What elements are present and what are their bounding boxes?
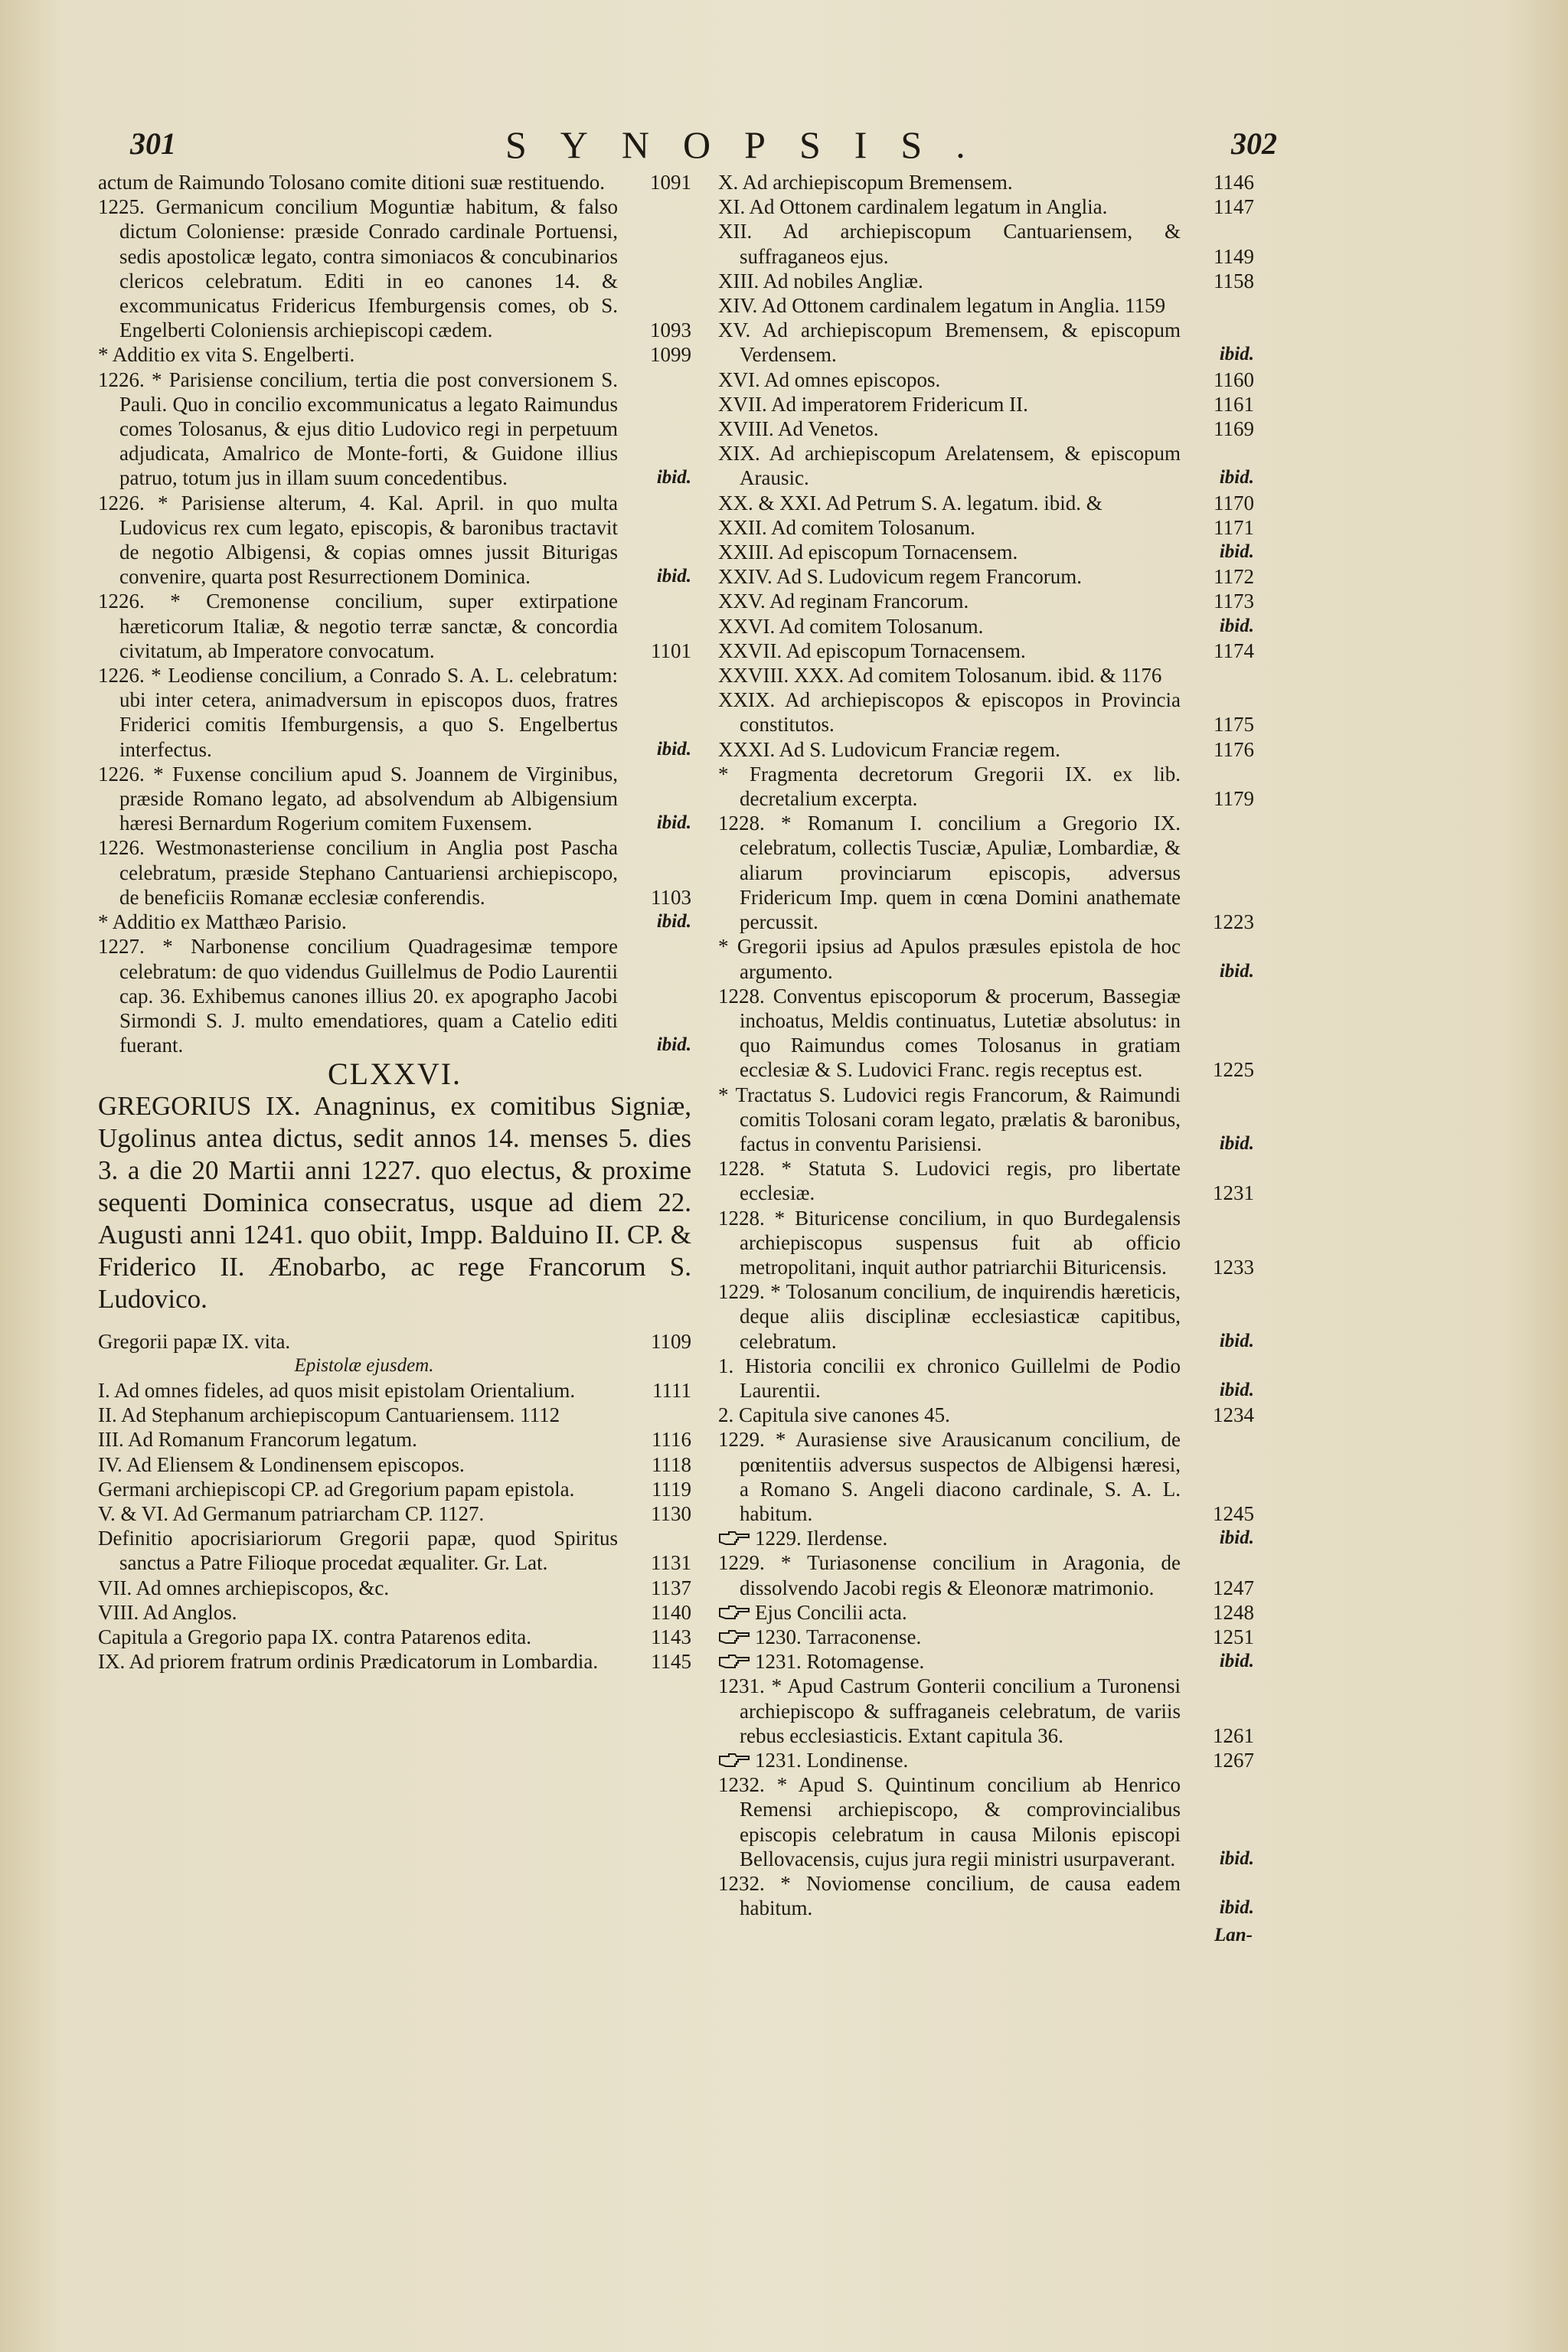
letter-entry-text: III. Ad Romanum Francorum legatum. — [98, 1428, 417, 1452]
letter-entry-page: ibid. — [1219, 344, 1254, 365]
letter-entry — [718, 589, 1254, 613]
letter-entry — [718, 688, 1254, 737]
left-column — [98, 170, 691, 1674]
pope-intro: GREGORIUS IX. Anagninus, ex comitibus Signiæ, Ugolinus antea dictus, sedit annos 14. menses 5. dies 3. a die 20 Martii anni 1227. quo electus, & proxime sequenti Dominica consecratus, usque ad diem 22. Augusti anni 1241. quo obiit, Impp. Balduino II. CP. & Friderico II. Ænobarbo, ac rege Francorum S. Ludovico. — [98, 1090, 691, 1314]
council-entry-page: ibid. — [1219, 1897, 1254, 1919]
council-entry-text: 1228. * Statuta S. Ludovici regis, pro libertate ecclesiæ. — [718, 1157, 1181, 1205]
letter-entry-page: 1111 — [652, 1378, 691, 1402]
letter-entry-page: 1173 — [1214, 590, 1254, 613]
letter-entry-page: 1137 — [651, 1576, 691, 1599]
council-entry-text: * Tractatus S. Ludovici regis Francorum, & Raimundi comitis Tolosani coram legato, prælatis & baronibus, factus in conventu Parisiensi. — [718, 1083, 1181, 1155]
council-entry-page: 1231 — [1213, 1181, 1254, 1205]
letter-entry-text: I. Ad omnes fideles, ad quos misit epistolam Orientalium. — [98, 1378, 576, 1402]
letter-entry — [718, 540, 1254, 564]
vita-text: Gregorii papæ IX. vita. — [98, 1329, 291, 1353]
letter-entry — [718, 269, 1254, 293]
letter-entry-text: XII. Ad archiepiscopum Cantuariensem, & suffraganeos ejus. — [718, 220, 1181, 268]
letter-entry — [98, 1649, 691, 1674]
letter-entry-text: * Fragmenta decretorum Gregorii IX. ex lib. decretalium excerpta. — [718, 762, 1181, 811]
letter-entry-page: 1169 — [1214, 417, 1254, 441]
letter-entry-text: Definitio apocrisiariorum Gregorii papæ, quod Spiritus sanctus a Patre Filioque procedat æqualiter. Gr. Lat. — [98, 1527, 618, 1575]
letter-entry-page: 1174 — [1214, 639, 1254, 662]
council-entry-page: ibid. — [656, 566, 691, 587]
right-councils-list — [718, 811, 1254, 1920]
council-entry-text: 1229. * Turiasonense concilium in Aragonia, de dissolvendo Jacobi regis & Eleonoræ matrimonio. — [718, 1551, 1181, 1599]
letter-entry-text: X. Ad archiepiscopum Bremensem. — [718, 171, 1013, 194]
council-entry-text: 1228. Conventus episcoporum & procerum, Bassegiæ inchoatus, Meldis continuatus, Lutetiæ absolutus: in quo Raimundus comes Tolosanus in gratiam ecclesiæ & S. Ludovici Franc. regis receptus est. — [718, 984, 1181, 1082]
council-entry-text: 1. Historia concilii ex chronico Guillelmi de Podio Laurentii. — [718, 1354, 1181, 1402]
council-entry-page: 1261 — [1213, 1723, 1254, 1747]
council-entry-text: 1228. * Bituricense concilium, in quo Burdegalensis archiepiscopus suspensus fuit ab officio metropolitani, inquit author patriarchii Bituricensis. — [718, 1206, 1181, 1279]
council-entry-page: ibid. — [656, 467, 691, 488]
letter-entry — [98, 1625, 691, 1649]
letter-entry-text: XX. & XXI. Ad Petrum S. A. legatum. ibid. & — [718, 491, 1102, 514]
letter-entry-page: 1179 — [1214, 787, 1254, 811]
letter-entry-page: 1145 — [651, 1650, 691, 1674]
hand-icon — [718, 1628, 750, 1645]
council-entry-text: 1231. Londinense. — [755, 1749, 909, 1772]
section-heading: CLXXVI. — [327, 1057, 462, 1092]
council-entry — [98, 194, 691, 342]
letter-entry — [718, 614, 1254, 639]
council-entry-text: 1226. * Leodiense concilium, a Conrado S. A. L. celebratum: ubi inter cetera, animadversum in episcopos duos, fratres Friderici comitis Ifemburgensis, a quo S. Engelbertus interfectus. — [98, 664, 618, 761]
letter-entry-text: XXV. Ad reginam Francorum. — [718, 590, 969, 613]
council-entry-page: 1093 — [650, 318, 691, 342]
letter-entry-text: XXIV. Ad S. Ludovicum regem Francorum. — [718, 565, 1082, 589]
letter-entry — [98, 1427, 691, 1452]
vita-entry — [98, 1329, 691, 1354]
letter-entry-page: 1172 — [1214, 565, 1254, 589]
letter-entry — [98, 1477, 691, 1501]
council-entry — [718, 1748, 1254, 1772]
letter-entry-page: 1130 — [651, 1501, 691, 1525]
council-entry-page: ibid. — [1219, 1527, 1254, 1549]
council-entry — [98, 342, 691, 367]
letter-entry-text: XV. Ad archiepiscopum Bremensem, & episcopum Verdensem. — [718, 318, 1181, 367]
council-entry — [718, 1600, 1254, 1625]
council-entry — [718, 1550, 1254, 1599]
letter-entry — [718, 219, 1254, 268]
council-entry — [98, 835, 691, 910]
letter-entry-text: Capitula a Gregorio papa IX. contra Patarenos edita. — [98, 1625, 532, 1648]
council-entry-text: 1226. Westmonasteriense concilium in Anglia post Pascha celebratum, præside Stephano Cantuariensi archiepiscopo, de beneficiis Romanæ ecclesiæ conferendis. — [98, 836, 618, 909]
letter-entry — [98, 1452, 691, 1477]
letter-entry — [718, 416, 1254, 441]
council-entry — [718, 1625, 1254, 1649]
letter-entry — [98, 1576, 691, 1600]
letter-entry-text: XVII. Ad imperatorem Fridericum II. — [718, 392, 1028, 416]
hand-icon — [718, 1530, 750, 1547]
council-entry-page: 1091 — [650, 171, 691, 194]
letter-entry-text: XXIII. Ad episcopum Tornacensem. — [718, 541, 1018, 564]
council-entry-text: 1226. * Cremonense concilium, super extirpatione hæreticorum Italiæ, & negotio terræ sanctæ, & concordia civitatum, ab Imperatore convocatum. — [98, 590, 618, 662]
right-page-number: 302 — [1231, 126, 1277, 161]
council-entry-text: 1229. * Tolosanum concilium, de inquirendis hæreticis, deque aliis disciplinæ ecclesiasticæ capitibus, celebratum. — [718, 1280, 1181, 1353]
hand-icon — [718, 1752, 750, 1769]
letter-entry-page: 1149 — [1214, 244, 1254, 268]
council-entry — [718, 1772, 1254, 1871]
letter-entry — [98, 1403, 691, 1427]
letter-entry-text: XIV. Ad Ottonem cardinalem legatum in Anglia. 1159 — [718, 294, 1166, 318]
letter-entry — [718, 491, 1254, 515]
left-letters-list — [98, 1378, 691, 1674]
council-entry — [718, 1526, 1254, 1550]
council-entry — [718, 1083, 1254, 1157]
letter-entry-text: XVIII. Ad Venetos. — [718, 417, 879, 441]
council-entry-page: 1247 — [1213, 1576, 1254, 1599]
letter-entry — [718, 762, 1254, 811]
council-entry-text: 1232. * Noviomense concilium, de causa eadem habitum. — [718, 1872, 1181, 1920]
council-entry — [718, 811, 1254, 934]
letter-entry — [718, 318, 1254, 367]
letter-entry-text: XIII. Ad nobiles Angliæ. — [718, 269, 923, 292]
council-entry-text: actum de Raimundo Tolosano comite ditioni suæ restituendo. — [98, 171, 606, 194]
letter-entry-page: 1176 — [1214, 737, 1254, 761]
letter-entry-page: 1170 — [1214, 491, 1254, 514]
council-entry — [98, 934, 691, 1057]
council-entry-page: 1223 — [1213, 910, 1254, 934]
letter-entry — [98, 1600, 691, 1625]
letter-entry-page: 1116 — [652, 1428, 691, 1452]
council-entry-page: 1225 — [1213, 1058, 1254, 1082]
right-letters-list — [718, 170, 1254, 811]
council-entry-page: 1245 — [1213, 1501, 1254, 1525]
letter-entry — [718, 293, 1254, 318]
letter-entry-text: XXXI. Ad S. Ludovicum Franciæ regem. — [718, 737, 1060, 761]
letter-entry — [98, 1526, 691, 1575]
council-entry-text: 1228. * Romanum I. concilium a Gregorio IX. celebratum, collectis Tusciæ, Apuliæ, Lombardiæ, & aliarum provinciarum episcopis, adversus Fridericum Imp. quem in cœna Domini anathemate percussit. — [718, 812, 1181, 934]
council-entry — [718, 1279, 1254, 1354]
letter-entry-page: 1161 — [1214, 392, 1254, 416]
letter-entry — [718, 639, 1254, 663]
council-entry-page: ibid. — [1219, 1847, 1254, 1869]
council-entry-page: 1234 — [1213, 1403, 1254, 1427]
council-entry-text: 1225. Germanicum concilium Moguntiæ habitum, & falso dictum Coloniense: præside Conrado cardinale Portuensi, sedis apostolicæ legato, contra simoniacos & concubinarios clericos celebratum. Editi in eo canones 14. & excommunicatus Fridericus Ifemburgensis comes, ob S. Engelberti Coloniensis archiepiscopi cædem. — [98, 195, 618, 342]
council-entry-text: * Additio ex vita S. Engelberti. — [98, 343, 355, 367]
council-entry-page: 1248 — [1213, 1600, 1254, 1624]
council-entry-text: 1231. Rotomagense. — [755, 1650, 925, 1674]
council-entry-text: 1226. * Parisiense alterum, 4. Kal. April. in quo multa Ludovicus rex cum legato, episcopis, & baronibus tractavit de negotio Albigensi, & copias omnes jussit Biturigas convenire, quarta post Resurrectionem Dominica. — [98, 491, 618, 589]
council-entry-text: 1231. * Apud Castrum Gonterii concilium a Turonensi archiepiscopo & suffraganeis celebratum, de variis rebus ecclesiasticis. Extant capitula 36. — [718, 1674, 1181, 1747]
letter-entry-page: ibid. — [1219, 467, 1254, 488]
council-entry — [98, 170, 691, 194]
council-entry-page: 1099 — [650, 343, 691, 367]
letter-entry-text: IX. Ad priorem fratrum ordinis Prædicatorum in Lombardia. — [98, 1650, 599, 1674]
council-entry-page: 1233 — [1213, 1255, 1254, 1279]
letter-entry-page: ibid. — [1219, 541, 1254, 563]
council-entry-page: 1103 — [651, 885, 691, 909]
council-entry-text: Ejus Concilii acta. — [755, 1600, 907, 1624]
council-entry-text: 1229. Ilerdense. — [755, 1527, 888, 1550]
letter-entry-text: VII. Ad omnes archiepiscopos, &c. — [98, 1576, 390, 1599]
vita-page: 1109 — [651, 1329, 691, 1353]
council-entry — [718, 984, 1254, 1083]
council-entry — [718, 1649, 1254, 1674]
council-entry-page: ibid. — [1219, 1330, 1254, 1351]
council-entry-text: 1229. * Aurasiense sive Arausicanum concilium, de pœnitentiis adversus suspectos de Albigensi hæresi, a Romano S. Angeli diacono cardinale, S. A. L. habitum. — [718, 1428, 1181, 1525]
council-entry — [98, 368, 691, 491]
council-entry — [98, 910, 691, 934]
letter-entry-text: XXVI. Ad comitem Tolosanum. — [718, 614, 984, 638]
council-entry — [98, 762, 691, 836]
letter-entry-text: XXVII. Ad episcopum Tornacensem. — [718, 639, 1026, 662]
letter-entry-page: 1147 — [1214, 195, 1254, 219]
letter-entry-text: V. & VI. Ad Germanum patriarcham CP. 1127. — [98, 1501, 485, 1525]
council-entry-page: ibid. — [656, 812, 691, 834]
council-entry-text: 1226. * Parisiense concilium, tertia die post conversionem S. Pauli. Quo in concilio excommunicatus a legato Raimundus comes Tolosanus, & ejus ditio Ludovico regi in perpetuum adjudicata, Amalrico de Monte-forti, & Guidone illius patruo, totum jus in illam suum concedentibus. — [98, 368, 618, 490]
running-title: SYNOPSIS. — [505, 123, 999, 166]
letter-entry-text: II. Ad Stephanum archiepiscopum Cantuariensem. 1112 — [98, 1403, 560, 1427]
letter-entry — [718, 564, 1254, 589]
letter-entry-page: 1143 — [651, 1625, 691, 1648]
letter-entry — [718, 170, 1254, 194]
council-entry-text: 1232. * Apud S. Quintinum concilium ab Henrico Remensi archiepiscopo, & comprovincialibus episcopis celebratum in causa Milonis episcopi Bellovacensis, cujus jura regii ministri usurpaverant. — [718, 1773, 1181, 1870]
letter-entry — [718, 368, 1254, 392]
council-entry — [718, 1354, 1254, 1403]
left-entries-list — [98, 170, 691, 1057]
letter-entry-text: XI. Ad Ottonem cardinalem legatum in Anglia. — [718, 195, 1108, 219]
letter-entry-text: XXVIII. XXX. Ad comitem Tolosanum. ibid. & 1176 — [718, 664, 1162, 688]
right-column — [718, 170, 1254, 1949]
page-header — [0, 122, 1568, 176]
letter-entry-page: 1171 — [1214, 515, 1254, 539]
letter-entry — [98, 1378, 691, 1403]
letter-entry-text: IV. Ad Eliensem & Londinensem episcopos. — [98, 1452, 465, 1476]
letter-entry — [718, 194, 1254, 219]
council-entry-page: ibid. — [656, 911, 691, 933]
letter-entry-text: XXII. Ad comitem Tolosanum. — [718, 515, 975, 539]
council-entry-text: * Gregorii ipsius ad Apulos præsules epistola de hoc argumento. — [718, 935, 1181, 983]
hand-icon — [718, 1604, 750, 1621]
council-entry — [98, 491, 691, 590]
letter-entry-page: 1118 — [652, 1452, 691, 1476]
left-page-number: 301 — [130, 126, 176, 161]
letter-entry-text: XIX. Ad archiepiscopum Arelatensem, & episcopum Arausic. — [718, 442, 1181, 490]
letter-entry — [718, 663, 1254, 688]
letter-entry — [718, 392, 1254, 416]
letter-entry-text: VIII. Ad Anglos. — [98, 1600, 237, 1624]
council-entry — [718, 1871, 1254, 1920]
council-entry-page: ibid. — [1219, 1132, 1254, 1154]
council-entry — [718, 934, 1254, 983]
council-entry-text: 1226. * Fuxense concilium apud S. Joannem de Virginibus, præside Romano legato, ad absolvendum ab Albigensium hæresi Bernardum Rogerium comitem Fuxensem. — [98, 762, 618, 835]
letter-entry-page: 1146 — [1214, 171, 1254, 194]
letter-entry-page: ibid. — [1219, 615, 1254, 636]
letter-entry — [718, 737, 1254, 762]
letter-entry-text: XXIX. Ad archiepiscopos & episcopos in Provincia constitutos. — [718, 688, 1181, 737]
council-entry-text: 1227. * Narbonense concilium Quadragesimæ tempore celebratum: de quo videndus Guillelmus de Podio Laurentii cap. 36. Exhibemus canones illius 20. ex apographo Jacobi Sirmondi S. J. multo emendatiores, quam a Catelio editi fuerant. — [98, 935, 618, 1057]
letter-entry-page: 1160 — [1214, 368, 1254, 391]
council-entry — [718, 1403, 1254, 1427]
council-entry-page: ibid. — [656, 1034, 691, 1056]
council-entry-page: 1251 — [1213, 1625, 1254, 1648]
epistolae-heading: Epistolæ ejusdem. — [294, 1354, 434, 1376]
council-entry-text: 2. Capitula sive canones 45. — [718, 1403, 950, 1427]
letter-entry-page: 1140 — [651, 1600, 691, 1624]
council-entry — [718, 1674, 1254, 1748]
letter-entry-text: Germani archiepiscopi CP. ad Gregorium papam epistola. — [98, 1477, 575, 1501]
council-entry-page: 1101 — [651, 639, 691, 662]
letter-entry-text: XVI. Ad omnes episcopos. — [718, 368, 941, 391]
letter-entry-page: 1119 — [652, 1477, 691, 1501]
council-entry-text: * Additio ex Matthæo Parisio. — [98, 910, 347, 934]
council-entry — [718, 1156, 1254, 1205]
letter-entry-page: 1175 — [1214, 713, 1254, 737]
catchword: Lan- — [1214, 1925, 1253, 1946]
council-entry — [718, 1206, 1254, 1280]
council-entry — [98, 589, 691, 663]
letter-entry — [718, 441, 1254, 490]
letter-entry — [98, 1501, 691, 1526]
council-entry-page: ibid. — [1219, 960, 1254, 982]
council-entry-page: 1267 — [1213, 1749, 1254, 1772]
letter-entry-page: 1131 — [651, 1551, 691, 1575]
council-entry-page: ibid. — [656, 738, 691, 760]
council-entry-page: ibid. — [1219, 1379, 1254, 1400]
letter-entry-page: 1158 — [1214, 269, 1254, 292]
hand-icon — [718, 1653, 750, 1670]
council-entry — [718, 1427, 1254, 1526]
council-entry-text: 1230. Tarraconense. — [755, 1625, 922, 1648]
letter-entry — [718, 515, 1254, 540]
council-entry — [98, 663, 691, 762]
council-entry-page: ibid. — [1219, 1651, 1254, 1672]
